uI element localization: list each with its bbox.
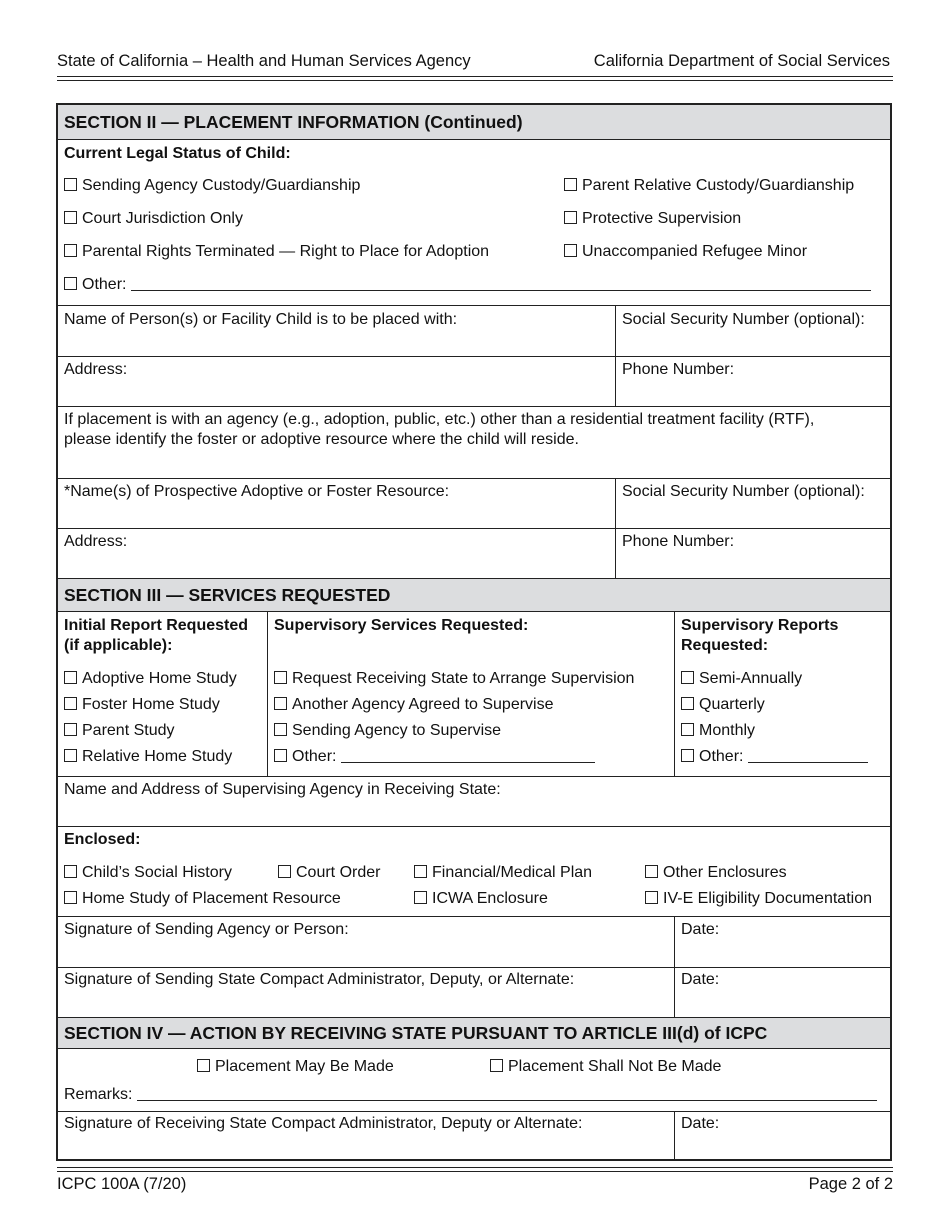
other-legal-status-line[interactable] <box>131 276 871 291</box>
page-number: Page 2 of 2 <box>808 1175 893 1193</box>
checkbox-icon[interactable] <box>64 277 77 290</box>
adoptive-home-study-option[interactable]: Adoptive Home Study <box>64 670 237 688</box>
header-rule <box>57 76 893 77</box>
date-label: Date: <box>681 921 720 938</box>
monthly-option[interactable]: Monthly <box>681 722 755 740</box>
checkbox-icon[interactable] <box>490 1059 503 1072</box>
checkbox-icon[interactable] <box>64 723 77 736</box>
agency-note-line-1: If placement is with an agency (e.g., adoption, public, etc.) other than a residential treatment facility (RTF), <box>64 411 815 428</box>
other-services-option[interactable]: Other: <box>274 748 595 766</box>
checkbox-icon[interactable] <box>274 723 287 736</box>
other-reports-line[interactable] <box>748 748 868 763</box>
section-3-title: SECTION III — SERVICES REQUESTED <box>58 579 890 612</box>
placement-shall-not-be-made-option[interactable]: Placement Shall Not Be Made <box>490 1058 721 1076</box>
supervisory-services-header: Supervisory Services Requested: <box>274 617 529 634</box>
reports-requested-header-2: Requested: <box>681 637 769 654</box>
option-parental-rights-terminated[interactable]: Parental Rights Terminated — Right to Place for Adoption <box>64 243 489 261</box>
section-4-title: SECTION IV — ACTION BY RECEIVING STATE PURSUANT TO ARTICLE III(d) of ICPC <box>58 1018 890 1049</box>
column-divider <box>674 1111 675 1161</box>
placement-may-be-made-option[interactable]: Placement May Be Made <box>197 1058 394 1076</box>
option-sending-agency-custody[interactable]: Sending Agency Custody/Guardianship <box>64 177 360 195</box>
form-id: ICPC 100A (7/20) <box>57 1175 187 1193</box>
home-study-placement-option[interactable]: Home Study of Placement Resource <box>64 890 341 908</box>
checkbox-icon[interactable] <box>645 865 658 878</box>
option-other-legal-status[interactable]: Other: <box>64 276 871 294</box>
legal-status-label: Current Legal Status of Child: <box>64 145 291 162</box>
section-2-title: SECTION II — PLACEMENT INFORMATION (Continued) <box>58 105 890 140</box>
address-label-2: Address: <box>64 533 128 550</box>
checkbox-icon[interactable] <box>274 749 287 762</box>
checkbox-icon[interactable] <box>681 697 694 710</box>
divider <box>58 967 890 968</box>
checkbox-icon[interactable] <box>197 1059 210 1072</box>
sending-agency-supervise-option[interactable]: Sending Agency to Supervise <box>274 722 501 740</box>
column-divider <box>615 478 616 578</box>
phone-label-2: Phone Number: <box>622 533 735 550</box>
checkbox-icon[interactable] <box>681 723 694 736</box>
childs-social-history-option[interactable]: Child’s Social History <box>64 864 232 882</box>
checkbox-icon[interactable] <box>64 865 77 878</box>
icwa-enclosure-option[interactable]: ICWA Enclosure <box>414 890 548 908</box>
divider <box>58 826 890 827</box>
checkbox-icon[interactable] <box>681 671 694 684</box>
divider <box>58 356 890 357</box>
ssn-label-2: Social Security Number (optional): <box>622 483 865 500</box>
divider <box>58 776 890 777</box>
enclosed-label: Enclosed: <box>64 831 141 848</box>
checkbox-icon[interactable] <box>64 749 77 762</box>
checkbox-icon[interactable] <box>564 244 577 257</box>
divider <box>58 406 890 407</box>
divider <box>58 528 890 529</box>
checkbox-icon[interactable] <box>274 697 287 710</box>
relative-home-study-option[interactable]: Relative Home Study <box>64 748 232 766</box>
divider <box>58 916 890 917</box>
column-divider <box>267 612 268 776</box>
date-label: Date: <box>681 971 720 988</box>
reports-requested-header-1: Supervisory Reports <box>681 617 839 634</box>
checkbox-icon[interactable] <box>64 697 77 710</box>
remarks-line[interactable] <box>137 1086 877 1101</box>
arrange-supervision-option[interactable]: Request Receiving State to Arrange Supervision <box>274 670 634 688</box>
ssn-label: Social Security Number (optional): <box>622 311 865 328</box>
option-parent-relative-custody[interactable]: Parent Relative Custody/Guardianship <box>564 177 854 195</box>
agency-note-line-2: please identify the foster or adoptive resource where the child will reside. <box>64 431 579 448</box>
column-divider <box>674 916 675 1018</box>
initial-report-header-2: (if applicable): <box>64 637 173 654</box>
another-agency-option[interactable]: Another Agency Agreed to Supervise <box>274 696 554 714</box>
sig-receiving-admin-label: Signature of Receiving State Compact Administrator, Deputy or Alternate: <box>64 1115 583 1132</box>
option-court-jurisdiction[interactable]: Court Jurisdiction Only <box>64 210 243 228</box>
agency-header: State of California – Health and Human Services Agency <box>57 52 471 70</box>
checkbox-icon[interactable] <box>278 865 291 878</box>
date-label: Date: <box>681 1115 720 1132</box>
other-reports-option[interactable]: Other: <box>681 748 868 766</box>
financial-medical-plan-option[interactable]: Financial/Medical Plan <box>414 864 592 882</box>
checkbox-icon[interactable] <box>64 178 77 191</box>
checkbox-icon[interactable] <box>64 671 77 684</box>
divider <box>58 1111 890 1112</box>
sig-sending-admin-label: Signature of Sending State Compact Administrator, Deputy, or Alternate: <box>64 971 575 988</box>
column-divider <box>674 612 675 776</box>
column-divider <box>615 305 616 406</box>
checkbox-icon[interactable] <box>64 891 77 904</box>
checkbox-icon[interactable] <box>64 244 77 257</box>
phone-label: Phone Number: <box>622 361 735 378</box>
footer-rule <box>57 1171 893 1172</box>
option-protective-supervision[interactable]: Protective Supervision <box>564 210 741 228</box>
iv-e-eligibility-option[interactable]: IV-E Eligibility Documentation <box>645 890 872 908</box>
footer-rule <box>57 1167 893 1168</box>
checkbox-icon[interactable] <box>564 211 577 224</box>
court-order-option[interactable]: Court Order <box>278 864 380 882</box>
quarterly-option[interactable]: Quarterly <box>681 696 765 714</box>
icpc-form <box>56 103 892 1161</box>
other-enclosures-option[interactable]: Other Enclosures <box>645 864 787 882</box>
header-rule <box>57 80 893 81</box>
prospective-resource-label: *Name(s) of Prospective Adoptive or Foster Resource: <box>64 483 450 500</box>
checkbox-icon[interactable] <box>645 891 658 904</box>
option-unaccompanied-refugee-minor[interactable]: Unaccompanied Refugee Minor <box>564 243 807 261</box>
sig-sending-agency-label: Signature of Sending Agency or Person: <box>64 921 349 938</box>
divider <box>58 478 890 479</box>
checkbox-icon[interactable] <box>274 671 287 684</box>
checkbox-icon[interactable] <box>414 865 427 878</box>
initial-report-header-1: Initial Report Requested <box>64 617 249 634</box>
checkbox-icon[interactable] <box>414 891 427 904</box>
semi-annually-option[interactable]: Semi-Annually <box>681 670 802 688</box>
supervising-agency-label: Name and Address of Supervising Agency in Receiving State: <box>64 781 501 798</box>
foster-home-study-option[interactable]: Foster Home Study <box>64 696 220 714</box>
other-services-line[interactable] <box>341 748 595 763</box>
divider <box>58 305 890 306</box>
placed-with-label: Name of Person(s) or Facility Child is to be placed with: <box>64 311 458 328</box>
remarks-field[interactable]: Remarks: <box>64 1086 877 1104</box>
parent-study-option[interactable]: Parent Study <box>64 722 175 740</box>
checkbox-icon[interactable] <box>681 749 694 762</box>
checkbox-icon[interactable] <box>64 211 77 224</box>
address-label: Address: <box>64 361 128 378</box>
department-header: California Department of Social Services <box>593 52 890 70</box>
checkbox-icon[interactable] <box>564 178 577 191</box>
